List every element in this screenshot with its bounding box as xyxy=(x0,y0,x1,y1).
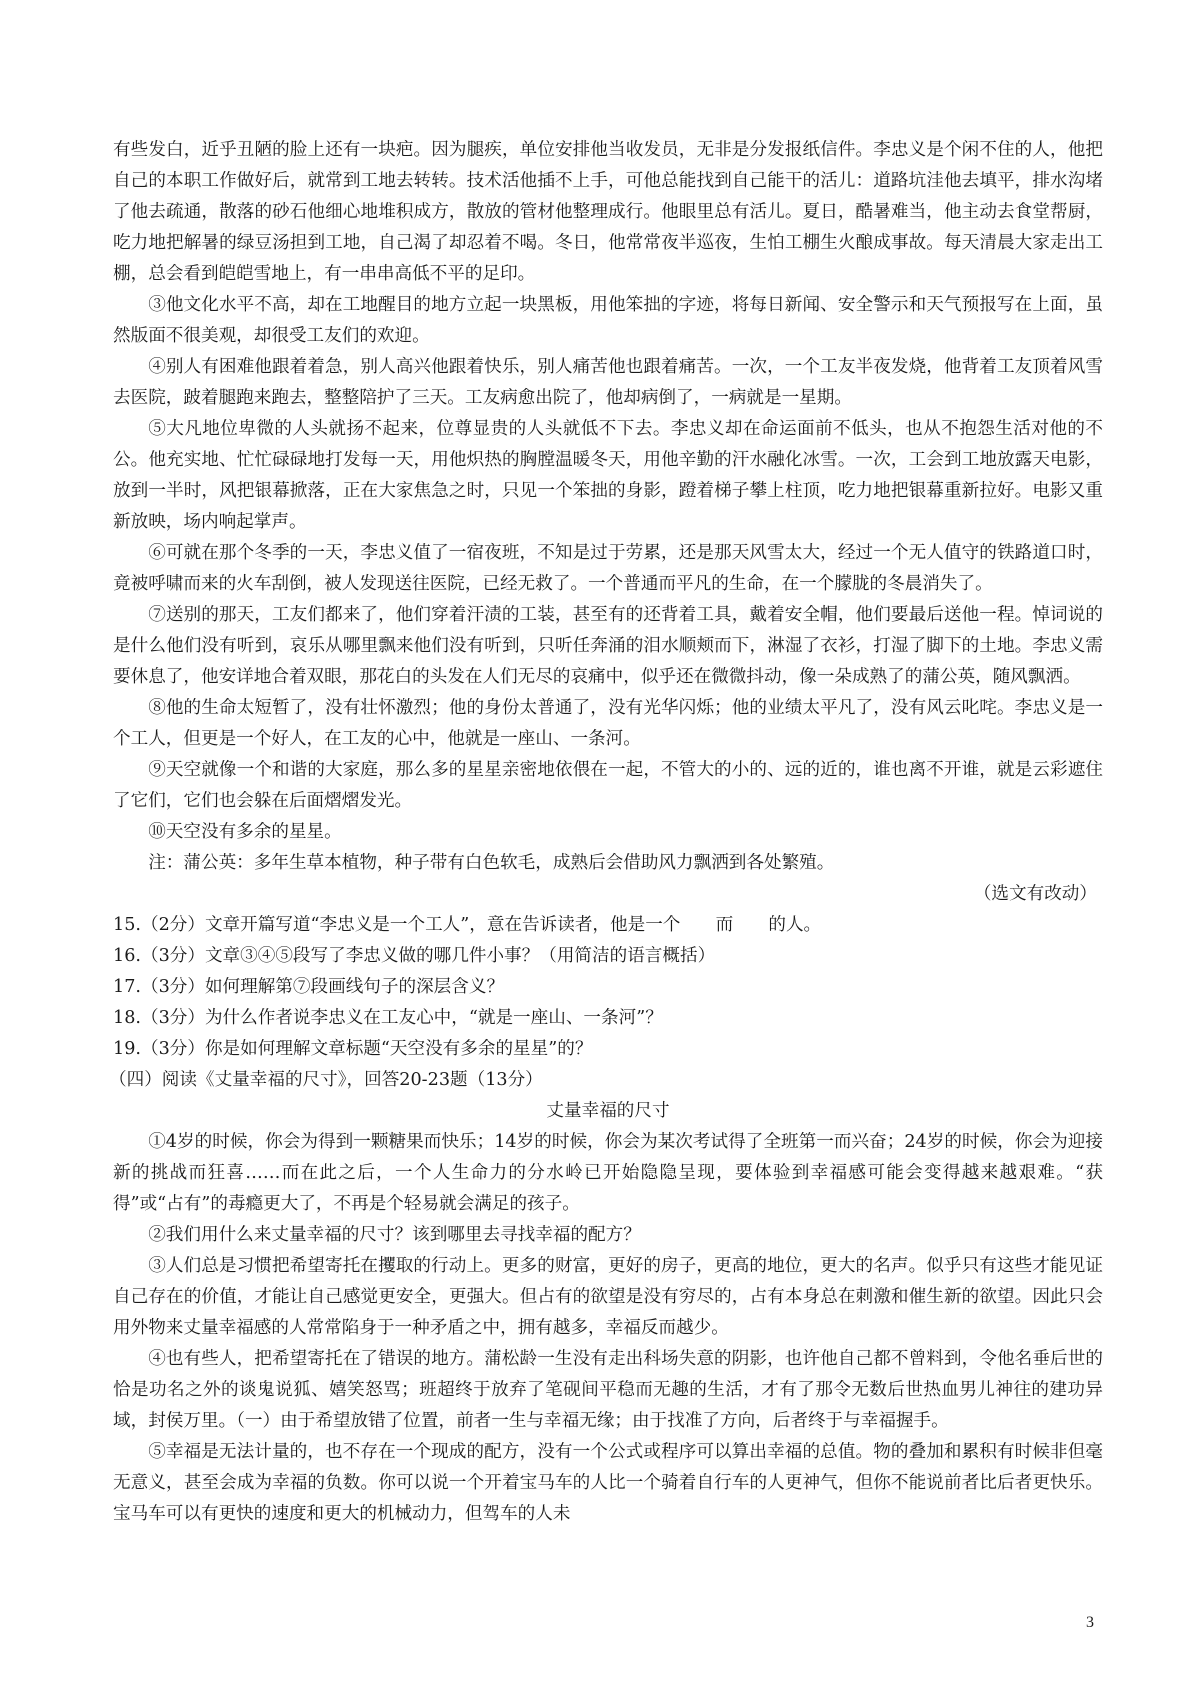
paragraph-10: ⑩天空没有多余的星星。 xyxy=(148,822,342,842)
article-paragraph-5: ⑤幸福是无法计量的，也不存在一个现成的配方，没有一个公式或程序可以算出幸福的总值。物的叠加和累积有时候非但毫无意义，甚至会成为幸福的负数。你可以说一个开着宝马车的人比一个骑着自行车的人更神气，但你不能说前者比后者更快乐。宝马车可以有更快的速度和更大的机械动力，但驾车的人未 xyxy=(113,1442,1103,1524)
paragraph-9: ⑨天空就像一个和谐的大家庭，那么多的星星亲密地依偎在一起，不管大的小的、远的近的，谁也离不开谁，就是云彩遮住了它们，它们也会躲在后面熠熠发光。 xyxy=(113,760,1103,811)
article-title: 丈量幸福的尺寸 xyxy=(546,1101,670,1121)
footnote: 注：蒲公英：多年生草本植物，种子带有白色软毛，成熟后会借助风力飘洒到各处繁殖。 xyxy=(148,853,835,873)
paragraph-4: ④别人有困难他跟着着急，别人高兴他跟着快乐，别人痛苦他也跟着痛苦。一次，一个工友半夜发烧，他背着工友顶着风雪去医院，跛着腿跑来跑去，整整陪护了三天。工友病愈出院了，他却病倒了，一病就是一星期。 xyxy=(113,357,1103,408)
document-page xyxy=(109,135,1103,1530)
question-15: 15.（2分）文章开篇写道“李忠义是一个工人”，意在告诉读者，他是一个 而 的人。 xyxy=(113,915,822,935)
question-16: 16.（3分）文章③④⑤段写了李忠义做的哪几件小事？（用简洁的语言概括） xyxy=(113,946,716,966)
paragraph-6: ⑥可就在那个冬季的一天，李忠义值了一宿夜班，不知是过于劳累，还是那天风雪太大，经过一个无人值守的铁路道口时，竟被呼啸而来的火车刮倒，被人发现送往医院，已经无救了。一个普通而平凡的生命，在一个朦胧的冬晨消失了。 xyxy=(113,543,1103,594)
article-paragraph-3: ③人们总是习惯把希望寄托在攫取的行动上。更多的财富，更好的房子，更高的地位，更大的名声。似乎只有这些才能见证自己存在的价值，才能让自己感觉更安全，更强大。但占有的欲望是没有穷尽的，占有本身总在刺激和催生新的欲望。因此只会用外物来丈量幸福感的人常常陷身于一种矛盾之中，拥有越多，幸福反而越少。 xyxy=(113,1256,1103,1338)
source-note: （选文有改动） xyxy=(973,884,1097,904)
page-number: 3 xyxy=(1086,1614,1094,1631)
section-heading: （四）阅读《丈量幸福的尺寸》，回答20-23题（13分） xyxy=(109,1070,543,1090)
article-paragraph-1: ①4岁的时候，你会为得到一颗糖果而快乐；14岁的时候，你会为某次考试得了全班第一而兴奋；24岁的时候，你会为迎接新的挑战而狂喜……而在此之后，一个人生命力的分水岭已开始隐隐呈现，要体验到幸福感可能会变得越来越艰难。“获得”或“占有”的毒瘾更大了，不再是个轻易就会满足的孩子。 xyxy=(113,1132,1103,1214)
question-19: 19.（3分）你是如何理解文章标题“天空没有多余的星星”的？ xyxy=(113,1039,593,1059)
paragraph-8: ⑧他的生命太短暂了，没有壮怀激烈；他的身份太普通了，没有光华闪烁；他的业绩太平凡了，没有风云叱咤。李忠义是一个工人，但更是一个好人，在工友的心中，他就是一座山、一条河。 xyxy=(113,698,1103,749)
article-paragraph-4: ④也有些人，把希望寄托在了错误的地方。蒲松龄一生没有走出科场失意的阴影，也许他自己都不曾料到，令他名垂后世的恰是功名之外的谈鬼说狐、嬉笑怒骂；班超终于放弃了笔砚间平稳而无趣的生活，才有了那令无数后世热血男儿神往的建功异域，封侯万里。（一）由于希望放错了位置，前者一生与幸福无缘；由于找准了方向，后者终于与幸福握手。 xyxy=(113,1349,1103,1431)
question-18: 18.（3分）为什么作者说李忠义在工友心中，“就是一座山、一条河”？ xyxy=(113,1008,663,1028)
paragraph-5: ⑤大凡地位卑微的人头就扬不起来，位尊显贵的人头就低不下去。李忠义却在命运面前不低头，也从不抱怨生活对他的不公。他充实地、忙忙碌碌地打发每一天，用他炽热的胸膛温暖冬天，用他辛勤的汗水融化冰雪。一次，工会到工地放露天电影，放到一半时，风把银幕掀落，正在大家焦急之时，只见一个笨拙的身影，蹬着梯子攀上柱顶，吃力地把银幕重新拉好。电影又重新放映，场内响起掌声。 xyxy=(113,419,1103,532)
article-paragraph-2: ②我们用什么来丈量幸福的尺寸？该到哪里去寻找幸福的配方？ xyxy=(148,1225,641,1245)
question-17: 17.（3分）如何理解第⑦段画线句子的深层含义？ xyxy=(113,977,505,997)
paragraph-7: ⑦送别的那天，工友们都来了，他们穿着汗渍的工装，甚至有的还背着工具，戴着安全帽，他们要最后送他一程。悼词说的是什么他们没有听到，哀乐从哪里飘来他们没有听到，只听任奔涌的泪水顺颊而下，淋湿了衣衫，打湿了脚下的土地。李忠义需要休息了，他安详地合着双眼，那花白的头发在人们无尽的哀痛中，似乎还在微微抖动，像一朵成熟了的蒲公英，随风飘洒。 xyxy=(113,605,1103,687)
paragraph-2-continued: 有些发白，近乎丑陋的脸上还有一块疤。因为腿疾，单位安排他当收发员，无非是分发报纸信件。李忠义是个闲不住的人，他把自己的本职工作做好后，就常到工地去转转。技术活他插不上手，可他总能找到自己能干的活儿：道路坑洼他去填平，排水沟堵了他去疏通，散落的砂石他细心地堆积成方，散放的管材他整理成行。他眼里总有活儿。夏日，酷暑难当，他主动去食堂帮厨，吃力地把解暑的绿豆汤担到工地，自己渴了却忍着不喝。冬日，他常常夜半巡夜，生怕工棚生火酿成事故。每天清晨大家走出工棚，总会看到皑皑雪地上，有一串串高低不平的足印。 xyxy=(113,140,1103,284)
paragraph-3: ③他文化水平不高，却在工地醒目的地方立起一块黑板，用他笨拙的字迹，将每日新闻、安全警示和天气预报写在上面，虽然版面不很美观，却很受工友们的欢迎。 xyxy=(113,295,1103,346)
